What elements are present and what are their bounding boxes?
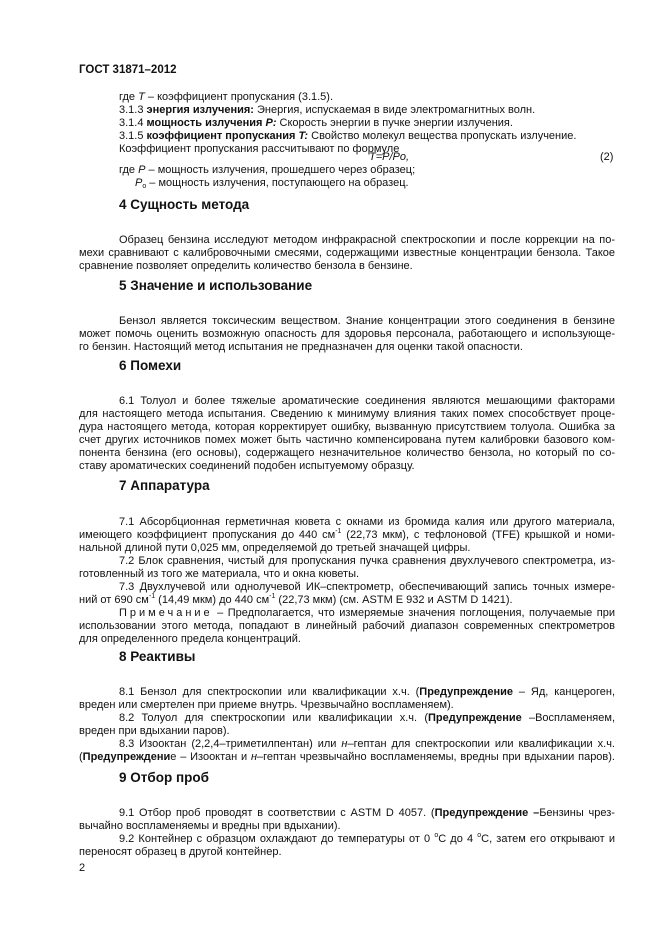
text-segment: нальной длиной пути 0,025 мм, определяемой до третьей значащей цифры.: [79, 542, 471, 554]
text-line: [79, 421, 615, 434]
text-segment: Предупреждение –: [434, 807, 540, 819]
text-segment: (: [79, 751, 83, 763]
text-line: [79, 620, 615, 633]
text-segment: мехи сравнивают с калибровочными смесями, содержащими известные концентрации бензола. Такое: [79, 247, 615, 259]
text-line: [79, 633, 301, 646]
text-segment: Свойство молекул вещества пропускать излучение.: [308, 130, 577, 142]
text-segment: ставу ароматических соединений подобен испытуемому образцу.: [79, 460, 415, 472]
text-segment: 7.1 Абсорбционная герметичная кювета с окнами из бромида калия или другого материала,: [119, 516, 615, 528]
text-line: [119, 315, 615, 328]
text-segment: 8 Реактивы: [119, 649, 196, 664]
text-line: [119, 581, 615, 594]
text-segment: – коэффициент пропускания (3.1.5).: [144, 91, 334, 103]
text-line: [119, 686, 615, 699]
text-segment: – мощность излучения, поступающего на образец.: [146, 177, 409, 189]
document-header: ГОСТ 31871–2012: [79, 64, 177, 76]
text-line: [79, 247, 615, 260]
text-segment: 3.1.3: [119, 104, 147, 116]
text-segment: коэффициент пропускания: [146, 130, 299, 142]
text-segment: 4 Сущность метода: [119, 197, 250, 212]
text-line: [79, 529, 615, 542]
text-line: [79, 568, 359, 581]
text-segment: ний от 690 см: [79, 594, 149, 606]
text-segment: Энергия, испускаемая в виде электромагнитных волн.: [253, 104, 536, 116]
text-line: [79, 434, 615, 447]
text-segment: для определенного предела концентраций.: [79, 633, 301, 645]
text-line: [119, 143, 399, 156]
text-segment: o: [142, 183, 147, 190]
text-line: [119, 607, 615, 620]
text-segment: 3.1.4: [119, 117, 147, 129]
text-segment: сравнение позволяет определить количество бензола в бензине.: [79, 260, 413, 272]
text-segment: 8.3 Изооктан (2,2,4–триметилпентан) или: [119, 738, 342, 750]
text-segment: использовании этого метода, попадают в линейный рабочий диапазон современных спектрометров: [79, 620, 615, 632]
text-segment: –гептан для спектроскопии или квалификации х.ч.: [347, 738, 615, 750]
text-line: [79, 725, 230, 738]
text-segment: Предупреждение: [428, 712, 522, 724]
text-segment: o: [477, 832, 482, 839]
text-segment: для настоящего метода испытания. Сведению к минимуму влияния таких помех способствует проце-: [79, 408, 615, 420]
text-line: [79, 846, 282, 859]
text-segment: Коэффициент пропускания рассчитывают по формуле: [119, 143, 400, 155]
text-segment: 8.1 Бензол для спектроскопии или квалификации х.ч. (: [119, 686, 420, 698]
text-line: [119, 130, 576, 143]
text-segment: 9 Отбор проб: [119, 770, 209, 785]
text-segment: мощность излучения: [146, 117, 266, 129]
text-line: [119, 712, 615, 725]
text-segment: 6.1 Толуол и более тяжелые ароматические соединения являются мешающими факторами: [119, 395, 615, 407]
text-segment: 9.1 Отбор проб проводят в соответствии с ASTM D 4057. (: [119, 807, 435, 819]
text-line: [119, 555, 615, 568]
text-segment: – мощность излучения, прошедшего через образец;: [145, 164, 416, 176]
section-heading: [119, 478, 210, 494]
text-segment: 6 Помехи: [119, 358, 182, 373]
text-segment: Предупреждение: [419, 686, 514, 698]
text-line: [79, 751, 615, 764]
text-segment: 7.2 Блок сравнения, чистый для пропускания пучка сравнения двухлучевого спектрометра, из-: [119, 555, 615, 567]
text-segment: 8.2 Толуол для спектроскопии или квалификации х.ч. (: [119, 712, 428, 724]
text-segment: вреден или смертелен при приеме внутрь. Чрезвычайно воспламеняем).: [79, 699, 454, 711]
text-line: [79, 820, 341, 833]
text-line: [119, 395, 615, 408]
text-segment: -1: [335, 528, 342, 535]
text-segment: T: [138, 91, 145, 103]
text-line: [119, 516, 615, 529]
text-segment: o: [434, 832, 439, 839]
text-segment: Бензины чрез-: [539, 807, 615, 819]
text-segment: готовленный из того же материала, что и окна кюветы.: [79, 568, 360, 580]
text-segment: где: [119, 164, 139, 176]
text-segment: – Яд, канцероген,: [513, 686, 615, 698]
text-segment: Примечание: [119, 607, 213, 619]
section-heading: [119, 770, 209, 786]
text-line: [79, 460, 415, 473]
text-segment: Бензол является токсическим веществом. Знание концентрации этого соединения в бензине: [119, 315, 615, 327]
text-segment: переносят образец в другой контейнер.: [79, 846, 282, 858]
text-segment: 5 Значение и использование: [119, 278, 313, 293]
text-line: [119, 833, 615, 846]
text-line: [119, 104, 535, 117]
text-line: [119, 234, 615, 247]
text-segment: понента бензина (его основы), содержащего незначительное количество бензола, но который по со-: [79, 447, 615, 459]
text-segment: н: [341, 738, 348, 750]
text-line: [135, 177, 409, 190]
text-segment: -1: [269, 593, 276, 600]
text-segment: P: [138, 164, 146, 176]
text-line: [119, 164, 415, 177]
section-heading: [119, 649, 195, 665]
text-segment: го бензин. Настоящий метод испытания не предназначен для оценки такой опасности.: [79, 341, 523, 353]
text-segment: С до 4: [438, 833, 478, 845]
text-line: [119, 91, 333, 104]
text-segment: дура настоящего метода, которая корректирует ошибку, вызванную присутствием толуола. Ошибка за: [79, 421, 615, 433]
text-segment: P:: [265, 117, 277, 129]
text-segment: (14,49 мкм) до 440 см: [155, 594, 270, 606]
text-segment: 3.1.5: [119, 130, 147, 142]
text-line: [79, 699, 454, 712]
text-segment: P: [135, 177, 143, 189]
text-segment: -1: [148, 593, 156, 600]
text-line: [79, 542, 471, 555]
text-segment: н: [250, 751, 258, 763]
text-line: [79, 594, 513, 607]
text-line: [79, 447, 615, 460]
text-segment: счет других источников помех может быть частично компенсирована путем калибровки базового ком-: [79, 434, 615, 446]
text-line: [79, 260, 413, 273]
text-line: [119, 117, 513, 130]
text-line: [79, 328, 615, 341]
text-segment: вреден при вдыхании паров).: [79, 725, 230, 737]
text-segment: С, затем его открывают и: [481, 833, 615, 845]
text-segment: (22,73 мкм), с тефлоновой (TFE) крышкой и номи-: [341, 529, 616, 541]
text-line: [79, 408, 615, 421]
text-segment: –Воспламеняем,: [521, 712, 615, 724]
page-number: 2: [79, 862, 86, 874]
section-heading: [119, 197, 249, 213]
text-segment: T:: [298, 130, 309, 142]
text-segment: имеющего коэффициент пропускания до 440 см: [79, 529, 336, 541]
text-segment: Скорость энергии в пучке энергии излучения.: [276, 117, 513, 129]
formula: T=P/Po,: [369, 151, 410, 163]
text-segment: 7 Аппаратура: [119, 478, 210, 493]
text-segment: энергия излучения:: [146, 104, 254, 116]
formula-number: (2): [600, 151, 614, 163]
text-line: [79, 341, 523, 354]
text-line: [119, 807, 615, 820]
text-segment: 7.3 Двухлучевой или однолучевой ИК–спектрометр, обеспечивающий запись точных измере-: [119, 581, 615, 593]
text-segment: (22,73 мкм) (см. ASTM E 932 и ASTM D 1421).: [275, 594, 513, 606]
text-segment: вычайно воспламеняемы и вредны при вдыхании).: [79, 820, 341, 832]
text-segment: – Предполагается, что измеряемые значения поглощения, получаемые при: [212, 607, 615, 619]
section-heading: [119, 278, 312, 294]
text-segment: Предупреждени: [82, 751, 171, 763]
text-segment: где: [119, 91, 139, 103]
text-segment: –гептан чрезвычайно воспламеняемы, вредны при вдыхании паров).: [257, 751, 615, 763]
text-segment: е – Изооктан и: [170, 751, 251, 763]
section-heading: [119, 358, 181, 374]
text-segment: 9.2 Контейнер с образцом охлаждают до температуры от 0: [119, 833, 435, 845]
text-segment: может помочь оценить возможную опасность для здоровья персонала, работающего и использующе-: [79, 328, 615, 340]
text-line: [119, 738, 615, 751]
text-segment: Образец бензина исследуют методом инфракрасной спектроскопии и после коррекции на по-: [119, 234, 615, 246]
